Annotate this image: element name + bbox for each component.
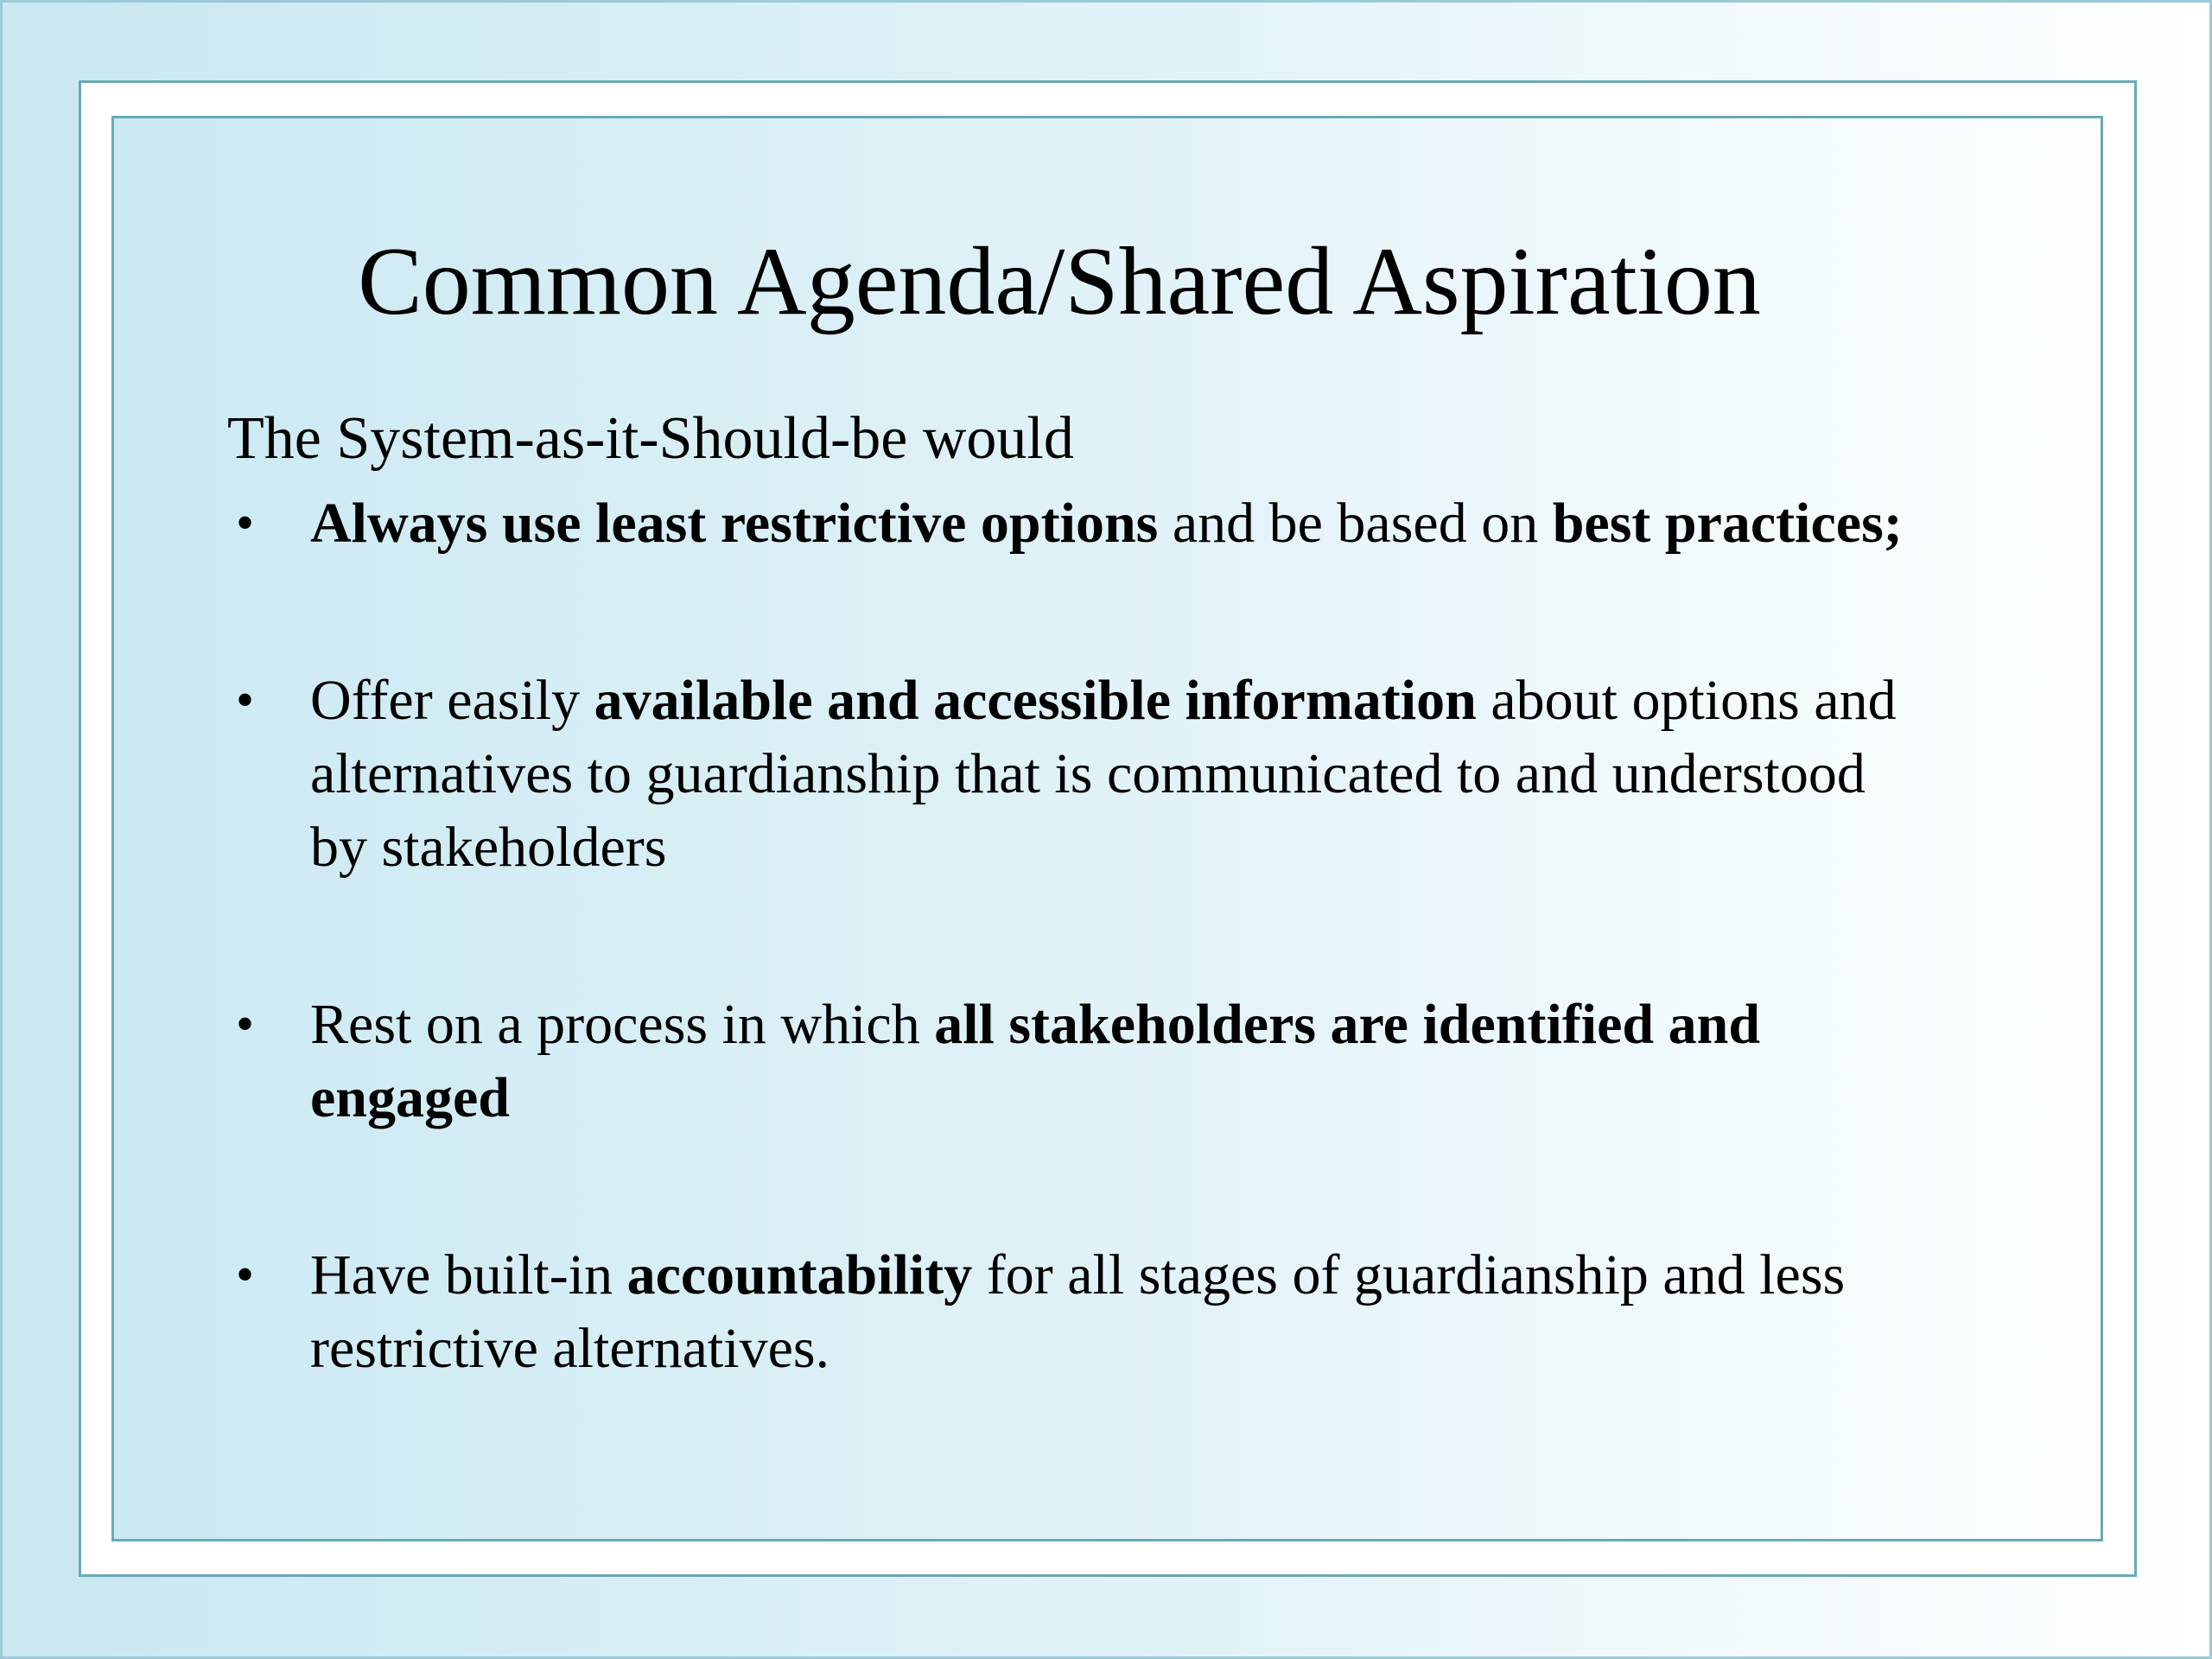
bullet-dot-icon: • bbox=[236, 995, 255, 1052]
bullet-4-text-3: for all stages of guardianship and less restrictive alternatives. bbox=[310, 1243, 1846, 1380]
bullet-2-text-3: about options and alternatives to guardianship that is communicated to and understood by stakeholders bbox=[310, 669, 1897, 879]
bullet-2-text-2: available and accessible information bbox=[594, 669, 1477, 732]
bullet-dot-icon: • bbox=[236, 494, 255, 551]
bullet-dot-icon: • bbox=[236, 1246, 255, 1303]
bullet-3-text-2: all stakeholders are identified and engaged bbox=[310, 993, 1761, 1129]
bullet-3-text-1: Rest on a process in which bbox=[310, 993, 935, 1056]
bullet-item-2 bbox=[227, 664, 1921, 884]
intro-text: The System-as-it-Should-be would bbox=[227, 405, 1074, 472]
bullet-dot-icon: • bbox=[236, 671, 255, 728]
bullet-1-text-2: and be based on bbox=[1158, 492, 1553, 555]
bullet-1-text-3: best practices; bbox=[1552, 492, 1903, 555]
bullet-4-text-1: Have built-in bbox=[310, 1243, 627, 1306]
bullet-1-text-1: Always use least restrictive options bbox=[310, 492, 1159, 555]
bullet-list bbox=[227, 486, 1921, 1385]
slide-title: Common Agenda/Shared Aspiration bbox=[358, 228, 1761, 335]
bullet-item-1 bbox=[227, 486, 1921, 560]
bullet-4-text-2: accountability bbox=[626, 1243, 973, 1306]
bullet-2-text-1: Offer easily bbox=[310, 669, 594, 732]
bullet-item-4 bbox=[227, 1238, 1921, 1385]
bullet-item-3 bbox=[227, 988, 1921, 1135]
